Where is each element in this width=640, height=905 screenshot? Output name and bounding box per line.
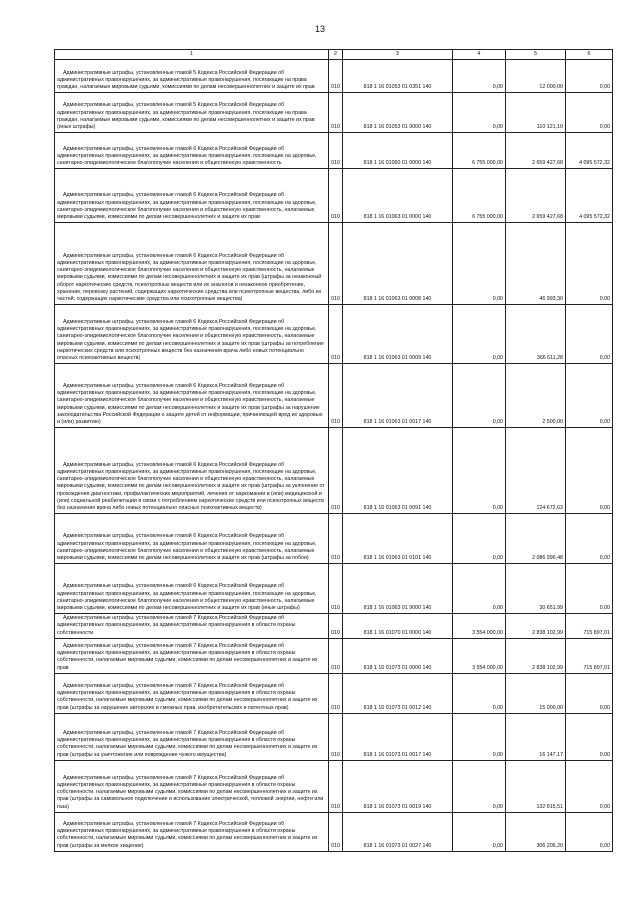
row-executed-amount: 2 659 427,68: [506, 169, 566, 223]
row-description-text: Административные штрафы, установленные главой 6 Кодекса Российской Федерации об административных правонарушениях, за административные правонарушения, посягающие на здоровье, санитарно-эпидемиологическое благополучие населения и общественную нравственность, налагаемые мировыми судьями, комиссиями по делам несовершеннолетних и защите их прав (иные штрафы): [57, 583, 317, 611]
row-executed-amount: 366 611,28: [506, 305, 566, 364]
table-row: [55, 223, 613, 305]
row-description-text: Административные штрафы, установленные главой 6 Кодекса Российской Федерации об административных правонарушениях, за административные правонарушения, посягающие на здоровье, санитарно-эпидемиологическое благополучие населения и общественную нравственность, налагаемые мировыми судьями, комиссиями по делам несовершеннолетних и защите их прав: [57, 192, 317, 220]
row-description-text: Административные штрафы, установленные главой 7 Кодекса Российской Федерации об административных правонарушениях, за административные правонарушения в области охраны собственности, налагаемые мировыми судьями, комиссиями по делам несовершеннолетних и защите их прав (штрафы за мелкое хищение): [57, 821, 318, 849]
row-approved-amount: 0,00: [453, 713, 506, 760]
row-description: [55, 514, 329, 564]
row-budget-code: 818 1 16 01073 01 0019 140: [343, 760, 453, 812]
row-approved-amount: 0,00: [453, 514, 506, 564]
row-description-text: Административные штрафы, установленные главой 7 Кодекса Российской Федерации об административных правонарушениях, за административные правонарушения в области охраны собственности: [57, 615, 296, 636]
row-approved-amount: 0,00: [453, 564, 506, 614]
row-approved-amount: 0,00: [453, 812, 506, 851]
row-approved-amount: 6 755 000,00: [453, 169, 506, 223]
row-unexecuted-amount: 715 897,01: [566, 614, 613, 639]
row-approved-amount: 0,00: [453, 760, 506, 812]
table-body: [55, 60, 613, 852]
row-executed-amount: 15 000,00: [506, 673, 566, 713]
table-row: [55, 93, 613, 133]
row-unexecuted-amount: 0,00: [566, 673, 613, 713]
row-budget-code: 818 1 16 01070 01 0000 140: [343, 614, 453, 639]
table-row: [55, 133, 613, 169]
row-line-code: 010: [329, 514, 343, 564]
row-approved-amount: 0,00: [453, 223, 506, 305]
row-approved-amount: 3 554 000,00: [453, 638, 506, 673]
table-row: [55, 760, 613, 812]
row-line-code: 010: [329, 428, 343, 514]
table-row: [55, 812, 613, 851]
row-unexecuted-amount: 0,00: [566, 364, 613, 428]
row-unexecuted-amount: 0,00: [566, 428, 613, 514]
table-row: [55, 428, 613, 514]
row-executed-amount: 12 000,00: [506, 60, 566, 93]
row-budget-code: 818 1 16 01060 01 0000 140: [343, 133, 453, 169]
row-budget-code: 818 1 16 01063 01 0017 140: [343, 364, 453, 428]
row-line-code: 010: [329, 305, 343, 364]
row-description-text: Административные штрафы, установленные главой 5 Кодекса Российской Федерации об административных правонарушениях, за административные правонарушения, посягающие на права граждан, налагаемые мировыми судьями, комиссиями по делам несовершеннолетних и защите их прав (иные штрафы): [57, 102, 315, 130]
row-line-code: 010: [329, 673, 343, 713]
row-budget-code: 818 1 16 01063 01 0000 140: [343, 169, 453, 223]
table-row: [55, 514, 613, 564]
row-approved-amount: 6 755 000,00: [453, 133, 506, 169]
row-executed-amount: 306 206,20: [506, 812, 566, 851]
row-unexecuted-amount: 0,00: [566, 60, 613, 93]
header-cell-2: 2: [329, 50, 343, 60]
row-executed-amount: 132 915,51: [506, 760, 566, 812]
row-description: [55, 760, 329, 812]
row-description-text: Административные штрафы, установленные главой 7 Кодекса Российской Федерации об административных правонарушениях, за административные правонарушения в области охраны собственности, налагаемые мировыми судьями, комиссиями по делам несовершеннолетних и защите их прав: [57, 643, 318, 671]
row-approved-amount: 0,00: [453, 673, 506, 713]
row-description-text: Административные штрафы, установленные главой 7 Кодекса Российской Федерации об административных правонарушениях, за административные правонарушения в области охраны собственности, налагаемые мировыми судьями, комиссиями по делам несовершеннолетних и защите их прав (штрафы за нарушение авторских и смежных прав, изобретательских и патентных прав): [57, 683, 318, 711]
row-executed-amount: 2 838 102,99: [506, 614, 566, 639]
row-line-code: 010: [329, 223, 343, 305]
row-unexecuted-amount: 4 095 572,32: [566, 169, 613, 223]
row-line-code: 010: [329, 638, 343, 673]
row-unexecuted-amount: 715 897,01: [566, 638, 613, 673]
row-executed-amount: 16 147,17: [506, 713, 566, 760]
header-cell-4: 4: [453, 50, 506, 60]
row-description: [55, 614, 329, 639]
row-line-code: 010: [329, 364, 343, 428]
row-unexecuted-amount: 4 095 572,32: [566, 133, 613, 169]
row-description: [55, 364, 329, 428]
table-header: [55, 50, 613, 60]
header-cell-6: 6: [566, 50, 613, 60]
row-line-code: 010: [329, 133, 343, 169]
row-executed-amount: 46 993,30: [506, 223, 566, 305]
row-description: [55, 60, 329, 93]
row-description: [55, 93, 329, 133]
row-executed-amount: 124 672,63: [506, 428, 566, 514]
row-line-code: 010: [329, 812, 343, 851]
page-number: 13: [314, 24, 325, 34]
row-description: [55, 169, 329, 223]
table-row: [55, 638, 613, 673]
row-approved-amount: 0,00: [453, 93, 506, 133]
row-description: [55, 638, 329, 673]
row-executed-amount: 110 121,10: [506, 93, 566, 133]
header-cell-3: 3: [343, 50, 453, 60]
row-description-text: Административные штрафы, установленные главой 6 Кодекса Российской Федерации об административных правонарушениях, за административные правонарушения, посягающие на здоровье, санитарно-эпидемиологическое благополучие населения и общественную нравственность, налагаемые мировыми судьями, комиссиями по делам несовершеннолетних и защите их прав (штрафы за побои): [57, 533, 317, 561]
revenue-table: [54, 49, 613, 852]
row-approved-amount: 0,00: [453, 305, 506, 364]
row-approved-amount: 0,00: [453, 60, 506, 93]
row-description-text: Административные штрафы, установленные главой 6 Кодекса Российской Федерации об административных правонарушениях, за административные правонарушения, посягающие на здоровье, санитарно-эпидемиологическое благополучие населения и общественную нравственность, налагаемые мировыми судьями, комиссиями по делам несовершеннолетних и защите их прав (штрафы за нарушение законодательства Российской Федерации о защите детей от информации, причиняющей вред их здоровью и (или) развитию): [57, 382, 323, 425]
table-row: [55, 564, 613, 614]
row-budget-code: 818 1 16 01073 01 0000 140: [343, 638, 453, 673]
table-row: [55, 713, 613, 760]
row-line-code: 010: [329, 713, 343, 760]
row-unexecuted-amount: 0,00: [566, 93, 613, 133]
row-description-text: Административные штрафы, установленные главой 6 Кодекса Российской Федерации об административных правонарушениях, за административные правонарушения, посягающие на здоровье, санитарно-эпидемиологическое благополучие населения и общественную нравственность, налагаемые мировыми судьями, комиссиями по делам несовершеннолетних и защите их прав (штрафы за потребление наркотических средств или психотропных веществ без назначения врача либо новых потенциально опасных психоактивных веществ): [57, 318, 324, 361]
row-approved-amount: 0,00: [453, 428, 506, 514]
table-row: [55, 673, 613, 713]
row-line-code: 010: [329, 760, 343, 812]
row-budget-code: 818 1 16 01063 01 9000 140: [343, 564, 453, 614]
row-description: [55, 713, 329, 760]
row-unexecuted-amount: 0,00: [566, 564, 613, 614]
row-unexecuted-amount: 0,00: [566, 812, 613, 851]
row-description-text: Административные штрафы, установленные главой 6 Кодекса Российской Федерации об административных правонарушениях, за административные правонарушения, посягающие на здоровье, санитарно-эпидемиологическое благополучие населения и общественную нравственность, налагаемые мировыми судьями, комиссиями по делам несовершеннолетних и защите их прав (штрафы за незаконный оборот наркотических средств, психотропных веществ или их аналогов и незаконное приобретение, хранение, перевозку растений, содержащих наркотические средства или психотропные вещества, либо их частей, содержащих наркотические средства или психотропные вещества): [57, 252, 322, 302]
row-budget-code: 818 1 16 01053 01 9000 140: [343, 93, 453, 133]
row-budget-code: 818 1 16 01063 01 0101 140: [343, 514, 453, 564]
row-description: [55, 223, 329, 305]
table-row: [55, 305, 613, 364]
row-line-code: 010: [329, 564, 343, 614]
row-budget-code: 818 1 16 01073 01 0027 140: [343, 812, 453, 851]
table-row: [55, 60, 613, 93]
row-approved-amount: 0,00: [453, 364, 506, 428]
row-unexecuted-amount: 0,00: [566, 514, 613, 564]
row-line-code: 010: [329, 614, 343, 639]
row-budget-code: 818 1 16 01053 01 0351 140: [343, 60, 453, 93]
row-description: [55, 133, 329, 169]
row-description: [55, 564, 329, 614]
row-unexecuted-amount: 0,00: [566, 760, 613, 812]
row-description: [55, 812, 329, 851]
row-executed-amount: 30 651,99: [506, 564, 566, 614]
header-row: [55, 50, 613, 60]
row-executed-amount: 2 086 996,48: [506, 514, 566, 564]
row-budget-code: 818 1 16 01063 01 0008 140: [343, 223, 453, 305]
table-row: [55, 614, 613, 639]
row-budget-code: 818 1 16 01073 01 0017 140: [343, 713, 453, 760]
row-description: [55, 428, 329, 514]
row-line-code: 010: [329, 169, 343, 223]
row-line-code: 010: [329, 60, 343, 93]
row-description-text: Административные штрафы, установленные главой 6 Кодекса Российской Федерации об административных правонарушениях, за административные правонарушения, посягающие на здоровье, санитарно-эпидемиологическое благополучие населения и общественную нравственность, налагаемые мировыми судьями, комиссиями по делам несовершеннолетних и защите их прав (штрафы за уклонение от прохождения диагностики, профилактических мероприятий, лечения от наркомании и (или) медицинской и (или) социальной реабилитации в связи с потреблением наркотических средств или психотропных веществ без назначения врача либо новых потенциально опасных психоактивных веществ): [57, 461, 325, 511]
row-budget-code: 818 1 16 01073 01 0012 140: [343, 673, 453, 713]
row-approved-amount: 3 554 000,00: [453, 614, 506, 639]
table-row: [55, 364, 613, 428]
header-cell-5: 5: [506, 50, 566, 60]
row-executed-amount: 2 500,00: [506, 364, 566, 428]
row-description: [55, 673, 329, 713]
row-unexecuted-amount: 0,00: [566, 713, 613, 760]
row-description: [55, 305, 329, 364]
row-budget-code: 818 1 16 01063 01 0009 140: [343, 305, 453, 364]
row-description-text: Административные штрафы, установленные главой 7 Кодекса Российской Федерации об административных правонарушениях, за административные правонарушения в области охраны собственности, налагаемые мировыми судьями, комиссиями по делам несовершеннолетних и защите их прав (штрафы за уничтожение или повреждение чужого имущества): [57, 730, 318, 758]
row-description-text: Административные штрафы, установленные главой 6 Кодекса Российской Федерации об административных правонарушениях, за административные правонарушения, посягающие на здоровье, санитарно-эпидемиологическое благополучие населения и общественную нравственность: [57, 145, 317, 166]
row-executed-amount: 2 659 427,68: [506, 133, 566, 169]
row-description-text: Административные штрафы, установленные главой 7 Кодекса Российской Федерации об административных правонарушениях, за административные правонарушения в области охраны собственности, налагаемые мировыми судьями, комиссиями по делам несовершеннолетних и защите их прав (штрафы за самовольное подключение и использование электрической, тепловой энергии, нефти или газа): [57, 774, 324, 810]
row-unexecuted-amount: 0,00: [566, 223, 613, 305]
table-row: [55, 169, 613, 223]
row-unexecuted-amount: 0,00: [566, 305, 613, 364]
row-description-text: Административные штрафы, установленные главой 5 Кодекса Российской Федерации об административных правонарушениях, за административные правонарушения, посягающие на права граждан, налагаемые мировыми судьями, комиссиями по делам несовершеннолетних и защите их прав: [57, 69, 315, 90]
row-line-code: 010: [329, 93, 343, 133]
row-executed-amount: 2 838 102,99: [506, 638, 566, 673]
row-budget-code: 818 1 16 01063 01 0091 140: [343, 428, 453, 514]
header-cell-1: 1: [55, 50, 329, 60]
